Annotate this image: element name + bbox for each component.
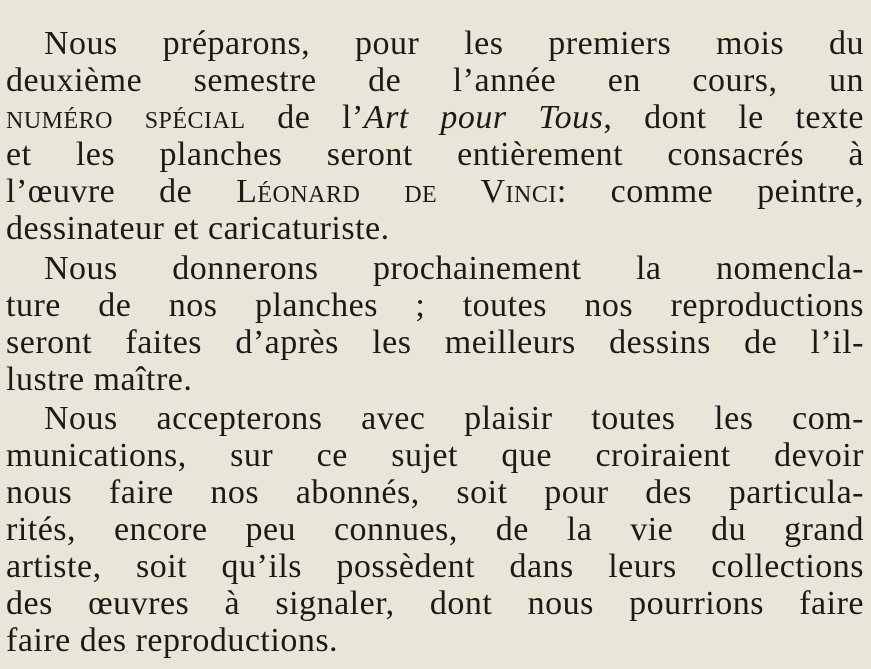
paragraph-3-line-7: faire des reproductions. bbox=[6, 622, 339, 659]
journal-title: Art pour Tous bbox=[363, 99, 604, 136]
artist-name: Léonard de Vinci bbox=[236, 173, 557, 210]
paragraph-1-line-3 bbox=[6, 99, 864, 136]
special-issue-label: numéro spécial bbox=[6, 99, 246, 136]
text-fragment: de l’ bbox=[245, 99, 364, 136]
paragraph-1-line-6: dessinateur et caricaturiste. bbox=[6, 210, 390, 247]
text-fragment: , dont le texte bbox=[603, 99, 865, 136]
paragraph-2-line-3: seront faites d’après les meilleurs dessins de l’il- bbox=[6, 324, 864, 361]
paragraph-3-line-2: munications, sur ce sujet que croiraient devoir bbox=[6, 437, 864, 474]
paragraph-3-line-4: rités, encore peu connues, de la vie du grand bbox=[6, 511, 864, 548]
paragraph-3-line-3: nous faire nos abonnés, soit pour des particula- bbox=[6, 474, 864, 511]
paragraph-1-line-2: deuxième semestre de l’année en cours, un bbox=[6, 62, 864, 99]
paragraph-2-line-2: ture de nos planches ; toutes nos reproductions bbox=[6, 287, 864, 324]
paragraph-3-line-1: Nous accepterons avec plaisir toutes les com- bbox=[44, 400, 864, 437]
paragraph-1-line-4: et les planches seront entièrement consacrés à bbox=[6, 136, 864, 173]
paragraph-1-line-1: Nous préparons, pour les premiers mois du bbox=[44, 25, 864, 62]
paragraph-3-line-6: des œuvres à signaler, dont nous pourrions faire bbox=[6, 585, 864, 622]
paragraph-2-line-1: Nous donnerons prochainement la nomencla- bbox=[44, 250, 864, 287]
paragraph-1-line-5 bbox=[6, 173, 864, 210]
paragraph-3-line-5: artiste, soit qu’ils possèdent dans leurs collections bbox=[6, 548, 864, 585]
text-fragment: : comme peintre, bbox=[556, 173, 865, 210]
text-fragment: l’œuvre de bbox=[6, 173, 237, 210]
paragraph-2-line-4: lustre maître. bbox=[6, 361, 193, 398]
